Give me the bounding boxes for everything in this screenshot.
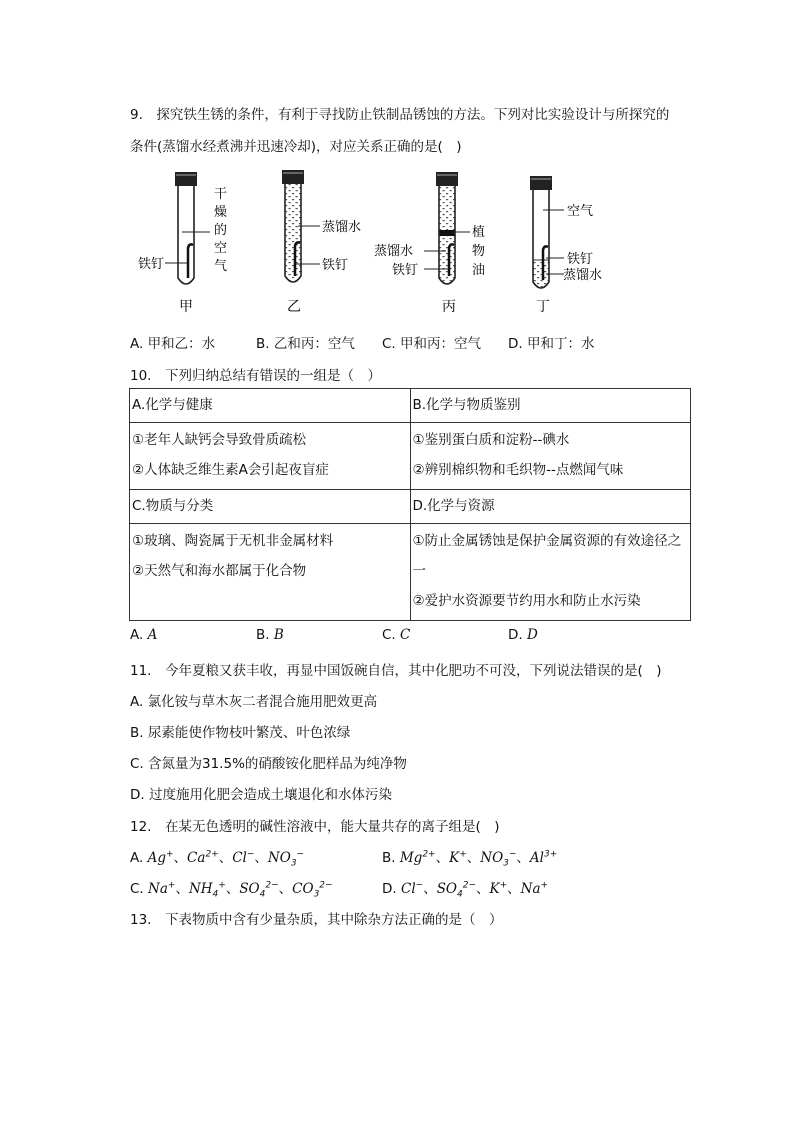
cell-c-item2: ②天然气和海水都属于化合物 — [132, 563, 307, 579]
tube-ding — [530, 176, 602, 315]
q11-option-d[interactable]: D. 过度施用化肥会造成土壤退化和水体污染 — [130, 787, 392, 803]
q10-summary-table — [129, 388, 691, 621]
q11-stem: 11. 今年夏粮又获丰收，再显中国饭碗自信，其中化肥功不可没，下列说法错误的是( ) — [130, 663, 662, 679]
caption-bing: 丙 — [442, 299, 456, 315]
q10-option-a[interactable]: A. A — [130, 627, 158, 643]
label-nail-jia: 铁钉 — [138, 257, 165, 272]
q10-option-d[interactable]: D. D — [508, 627, 538, 643]
cell-c-item1: ①玻璃、陶瓷属于无机非金属材料 — [132, 533, 334, 549]
q12-option-a[interactable]: A. Ag+、$Ca^{2+}$、Cl−、$NO_3^-$ — [130, 849, 305, 869]
tube-jia — [138, 172, 227, 315]
cell-b-body — [410, 423, 691, 490]
cell-a-item2: ②人体缺乏维生素A会引起夜盲症 — [132, 462, 329, 478]
q9-option-b[interactable]: B. 乙和丙：空气 — [256, 336, 355, 352]
nail-jia — [188, 244, 193, 278]
cell-a-head: A.化学与健康 — [130, 389, 411, 423]
q12-stem: 12. 在某无色透明的碱性溶液中，能大量共存的离子组是( ) — [130, 819, 500, 835]
cell-d-item1: ①防止金属锈蚀是保护金属资源的有效途径之一 — [412, 533, 682, 579]
label-air-jia-5: 气 — [214, 259, 228, 274]
label-water-ding: 蒸馏水 — [563, 268, 603, 283]
cell-b-item1: ①鉴别蛋白质和淀粉--碘水 — [412, 432, 570, 448]
cell-c-head: C.物质与分类 — [130, 490, 411, 524]
q9-option-c[interactable]: C. 甲和丙：空气 — [382, 336, 482, 352]
oil-layer-bing — [439, 230, 455, 236]
label-oil-bing-2: 物 — [472, 244, 486, 259]
label-air-ding: 空气 — [567, 204, 594, 219]
label-oil-bing-1: 植 — [472, 225, 486, 240]
tube-bing — [374, 172, 485, 315]
q11-option-a[interactable]: A. 氯化铵与草木灰二者混合施用肥效更高 — [130, 694, 378, 710]
q9-option-a[interactable]: A. 甲和乙：水 — [130, 336, 216, 352]
label-water-yi: 蒸馏水 — [322, 220, 362, 235]
cell-a-item1: ①老年人缺钙会导致骨质疏松 — [132, 432, 307, 448]
q12-option-d[interactable]: D. Cl−、$SO_4^{2-}$、K+、Na+ — [382, 880, 549, 900]
label-oil-bing-3: 油 — [472, 263, 486, 278]
cell-a-body — [130, 423, 411, 490]
label-air-jia-2: 燥 — [214, 205, 228, 220]
cell-b-item2: ②辨别棉织物和毛织物--点燃闻气味 — [412, 462, 624, 478]
label-nail-ding: 铁钉 — [567, 252, 594, 267]
q10-option-c[interactable]: C. C — [382, 627, 411, 643]
q10-option-b[interactable]: B. B — [256, 627, 284, 643]
q9-stem-line1: 9. 探究铁生锈的条件，有利于寻找防止铁制品锈蚀的方法。下列对比实验设计与所探究的 — [130, 107, 670, 123]
q9-stem-line2: 条件(蒸馏水经煮沸并迅速冷却)，对应关系正确的是( ) — [130, 139, 462, 155]
q9-option-d[interactable]: D. 甲和丁：水 — [508, 336, 595, 352]
q11-option-c[interactable]: C. 含氮量为31.5%的硝酸铵化肥样品为纯净物 — [130, 756, 407, 772]
q11-option-b[interactable]: B. 尿素能使作物枝叶繁茂、叶色浓绿 — [130, 725, 351, 741]
cell-d-body — [410, 524, 691, 621]
q12-option-b[interactable]: B. $Mg^{2+}$、K+、$NO_3^-$、$Al^{3+}$ — [382, 849, 558, 869]
label-air-jia-1: 干 — [214, 187, 228, 202]
label-air-jia-4: 空 — [214, 241, 228, 256]
q12-option-c[interactable]: C. Na+、$NH_4^+$、$SO_4^{2-}$、$CO_3^{2-}$ — [130, 880, 333, 900]
cell-c-body — [130, 524, 411, 621]
q13-stem: 13. 下表物质中含有少量杂质，其中除杂方法正确的是（ ） — [130, 912, 503, 928]
cell-b-head: B.化学与物质鉴别 — [410, 389, 691, 423]
label-nail-bing: 铁钉 — [392, 263, 419, 278]
label-air-jia-3: 的 — [214, 223, 228, 238]
caption-ding: 丁 — [536, 299, 550, 315]
cell-d-head: D.化学与资源 — [410, 490, 691, 524]
tube-yi — [282, 170, 361, 315]
q10-stem: 10. 下列归纳总结有错误的一组是（ ） — [130, 368, 381, 384]
caption-yi: 乙 — [287, 299, 301, 315]
label-water-bing: 蒸馏水 — [374, 244, 414, 259]
label-nail-yi: 铁钉 — [322, 258, 349, 273]
cell-d-item2: ②爱护水资源要节约用水和防止水污染 — [412, 593, 641, 609]
caption-jia: 甲 — [179, 299, 193, 315]
test-tube-figure — [130, 168, 630, 318]
